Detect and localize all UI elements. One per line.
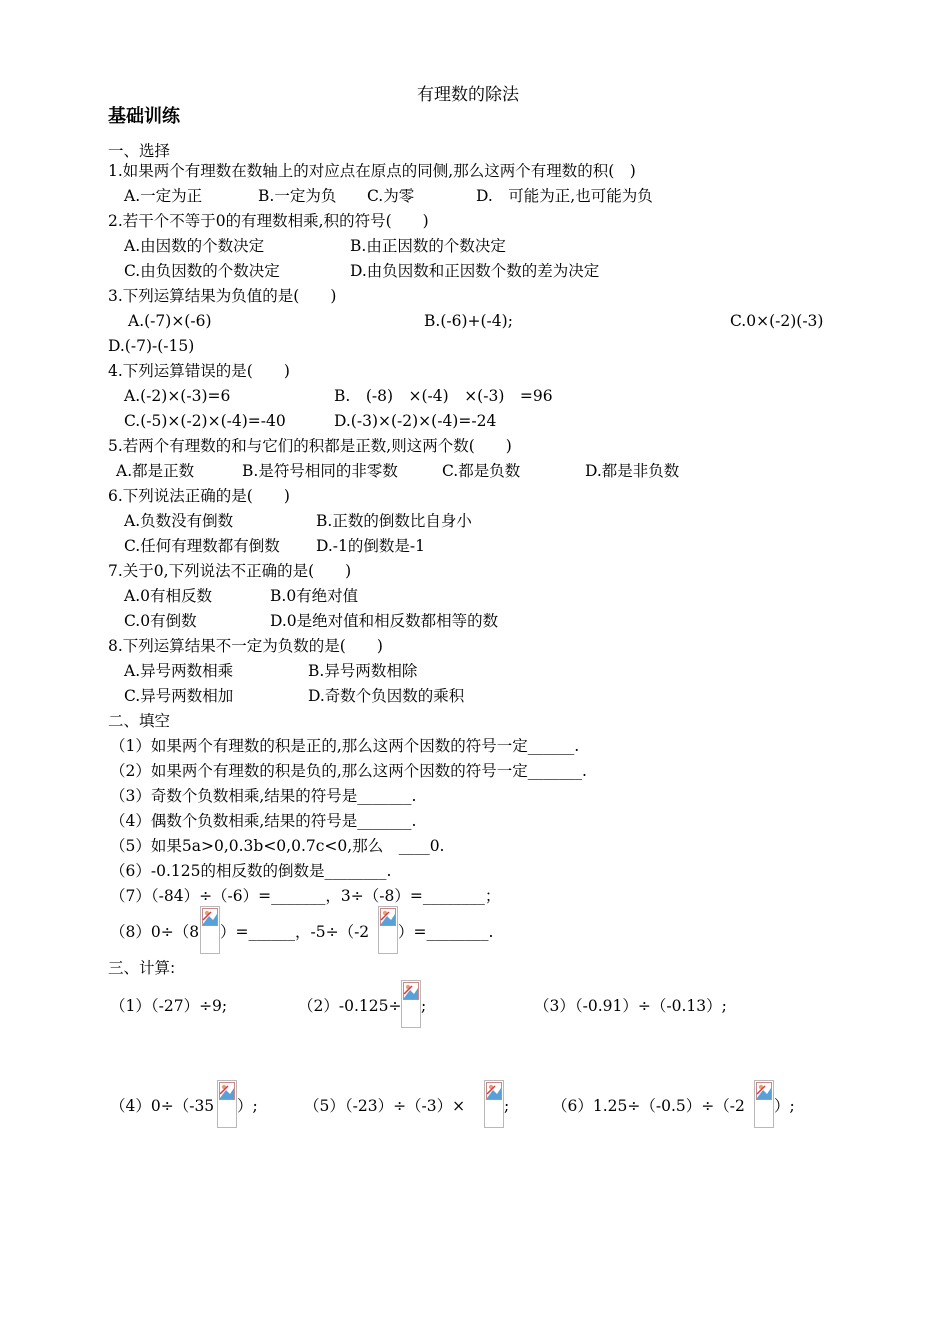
question-6: 6.下列说法正确的是( ) <box>108 487 290 505</box>
q7-option-c: C.0有倒数 <box>124 612 197 630</box>
calc-4-part-1: （4）0÷（-35 <box>110 1097 215 1115</box>
q7-option-d: D.0是绝对值和相反数都相等的数 <box>270 612 499 630</box>
q4-option-b: B. (-8) ×(-4) ×(-3) =96 <box>334 387 553 405</box>
q6-option-a: A.负数没有倒数 <box>124 512 234 530</box>
question-5: 5.若两个有理数的和与它们的积都是正数,则这两个数( ) <box>108 437 512 455</box>
calc-3: （3）（-0.91）÷（-0.13）; <box>534 997 727 1015</box>
q4-option-c: C.(-5)×(-2)×(-4)=-40 <box>124 412 286 430</box>
fill-7: （7）（-84）÷（-6）=_______，3÷（-8）=________； <box>110 887 501 905</box>
fill-8-part-1: （8）0÷（8 <box>110 923 200 941</box>
section-label-choice: 一、选择 <box>108 142 171 160</box>
q2-option-d: D.由负因数和正因数个数的差为决定 <box>350 262 600 280</box>
broken-image-icon <box>200 906 220 954</box>
fill-3: （3）奇数个负数相乘,结果的符号是_______. <box>110 787 417 805</box>
calc-2: （2）-0.125÷ <box>298 997 402 1015</box>
calc-5-part-2: ; <box>504 1097 510 1115</box>
fill-2: （2）如果两个有理数的积是负的,那么这两个因数的符号一定_______. <box>110 762 587 780</box>
fill-4: （4）偶数个负数相乘,结果的符号是_______. <box>110 812 417 830</box>
q5-option-a: A.都是正数 <box>116 462 195 480</box>
calc-4-part-2: ）; <box>237 1097 258 1115</box>
broken-image-icon <box>484 1080 504 1128</box>
broken-image-icon <box>217 1080 237 1128</box>
fill-8-part-2: ）=______，-5÷（-2 <box>220 923 370 941</box>
q6-option-d: D.-1的倒数是-1 <box>316 537 425 555</box>
calc-1: （1）（-27）÷9; <box>110 997 228 1015</box>
fill-1: （1）如果两个有理数的积是正的,那么这两个因数的符号一定______. <box>110 737 580 755</box>
q8-option-a: A.异号两数相乘 <box>124 662 234 680</box>
calc-2-end: ; <box>421 997 427 1015</box>
question-3: 3.下列运算结果为负值的是( ) <box>108 287 337 305</box>
question-7: 7.关于0,下列说法不正确的是( ) <box>108 562 352 580</box>
q3-option-d: D.(-7)-(-15) <box>108 337 195 355</box>
section-label-fill: 二、填空 <box>108 712 171 730</box>
page-title: 有理数的除法 <box>417 85 519 105</box>
calc-5-part-1: （5）（-23）÷（-3）× <box>304 1097 466 1115</box>
q8-option-d: D.奇数个负因数的乘积 <box>308 687 465 705</box>
q5-option-c: C.都是负数 <box>442 462 521 480</box>
calc-6-part-2: ）; <box>774 1097 795 1115</box>
q5-option-d: D.都是非负数 <box>585 462 680 480</box>
q4-option-d: D.(-3)×(-2)×(-4)=-24 <box>334 412 497 430</box>
q1-option-d: D. 可能为正,也可能为负 <box>476 187 653 205</box>
question-2: 2.若干个不等于0的有理数相乘,积的符号( ) <box>108 212 429 230</box>
broken-image-icon <box>378 906 398 954</box>
q2-option-c: C.由负因数的个数决定 <box>124 262 280 280</box>
question-8: 8.下列运算结果不一定为负数的是( ) <box>108 637 383 655</box>
broken-image-icon <box>754 1080 774 1128</box>
q7-option-a: A.0有相反数 <box>124 587 212 605</box>
fill-5: （5）如果5a>0,0.3b<0,0.7c<0,那么 ____0. <box>110 837 445 855</box>
broken-image-icon <box>401 980 421 1028</box>
q8-option-c: C.异号两数相加 <box>124 687 234 705</box>
section-label-calc: 三、计算: <box>108 959 176 977</box>
q6-option-c: C.任何有理数都有倒数 <box>124 537 280 555</box>
q8-option-b: B.异号两数相除 <box>308 662 418 680</box>
q1-option-a: A.一定为正 <box>124 187 203 205</box>
q2-option-a: A.由因数的个数决定 <box>124 237 265 255</box>
section-heading: 基础训练 <box>108 106 180 127</box>
q1-option-b: B.一定为负 <box>258 187 337 205</box>
q3-option-b: B.(-6)+(-4); <box>424 312 513 330</box>
calc-6-part-1: （6）1.25÷（-0.5）÷（-2 <box>552 1097 745 1115</box>
q3-option-c: C.0×(-2)(-3) <box>730 312 824 330</box>
q1-option-c: C.为零 <box>367 187 415 205</box>
q3-option-a: A.(-7)×(-6) <box>128 312 212 330</box>
q2-option-b: B.由正因数的个数决定 <box>350 237 506 255</box>
q5-option-b: B.是符号相同的非零数 <box>242 462 398 480</box>
question-4: 4.下列运算错误的是( ) <box>108 362 290 380</box>
q6-option-b: B.正数的倒数比自身小 <box>316 512 472 530</box>
q4-option-a: A.(-2)×(-3)=6 <box>124 387 231 405</box>
fill-6: （6）-0.125的相反数的倒数是________. <box>110 862 392 880</box>
q7-option-b: B.0有绝对值 <box>270 587 359 605</box>
question-1: 1.如果两个有理数在数轴上的对应点在原点的同侧,那么这两个有理数的积( ) <box>108 162 636 180</box>
fill-8-part-3: ）=________. <box>398 923 494 941</box>
